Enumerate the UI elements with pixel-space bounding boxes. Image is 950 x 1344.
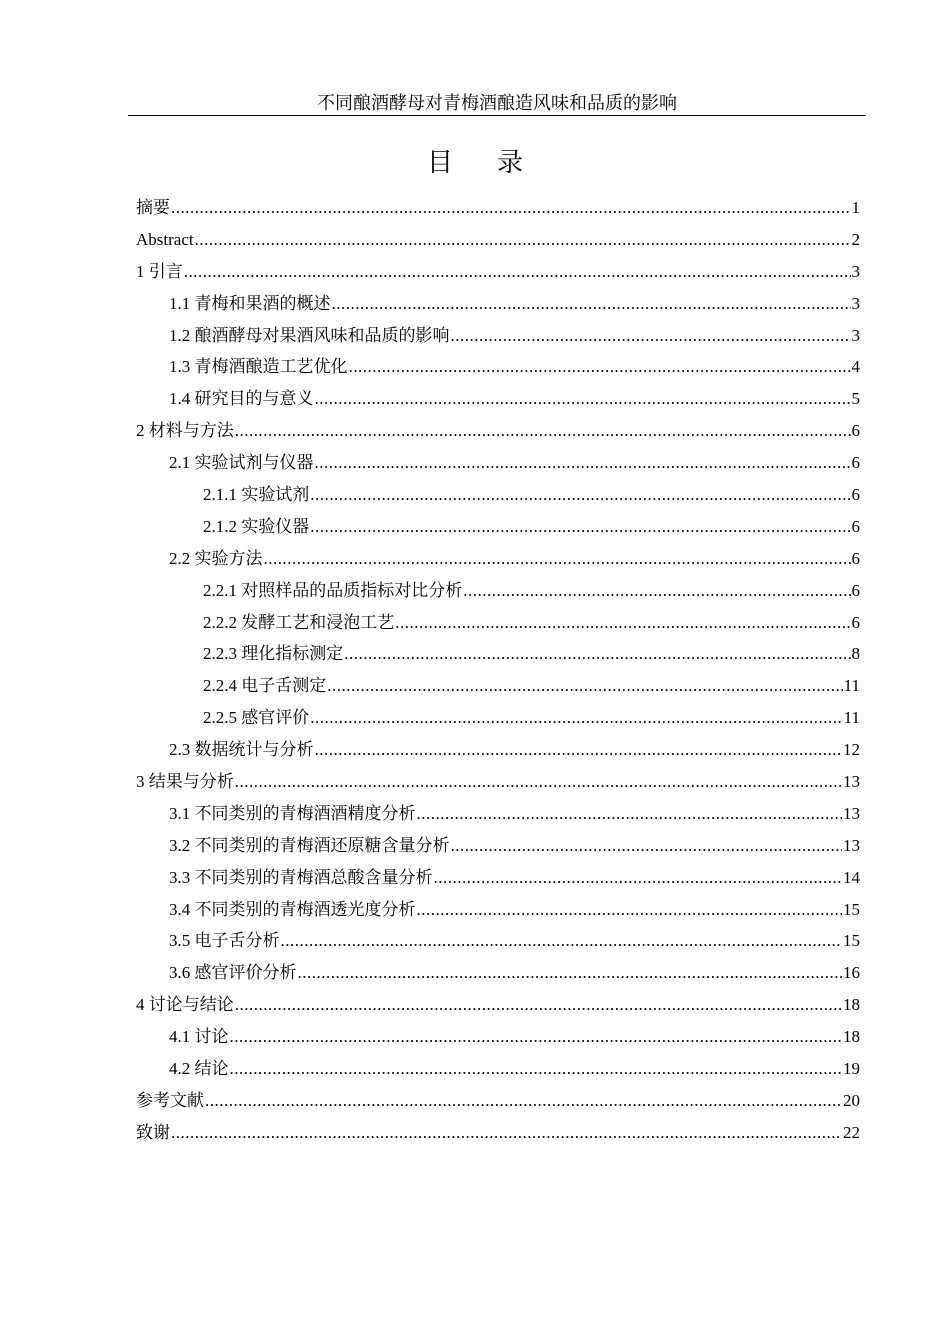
toc-page-number: 15 <box>843 899 860 919</box>
toc-page-number: 3 <box>851 261 860 281</box>
table-of-contents <box>136 192 860 1149</box>
toc-entry[interactable] <box>136 830 860 862</box>
toc-dot-leader <box>235 989 842 1021</box>
toc-page-number: 18 <box>843 995 860 1015</box>
toc-page-number: 2 <box>851 229 860 249</box>
toc-entry[interactable] <box>136 256 860 288</box>
toc-entry-title: 3.6 感官评价分析 <box>169 963 297 983</box>
toc-entry-title: 1.1 青梅和果酒的概述 <box>169 293 331 313</box>
toc-entry-title: 1.2 酿酒酵母对果酒风味和品质的影响 <box>169 325 450 345</box>
toc-entry[interactable] <box>136 989 860 1021</box>
toc-page-number: 1 <box>851 198 860 217</box>
toc-title-char: 目 <box>426 148 453 178</box>
toc-page-number: 8 <box>851 644 860 664</box>
toc-entry[interactable] <box>136 575 860 607</box>
toc-page-number: 11 <box>843 708 860 728</box>
toc-title <box>0 146 950 180</box>
toc-dot-leader <box>451 830 843 862</box>
toc-entry[interactable] <box>136 957 860 989</box>
toc-entry[interactable] <box>136 766 860 798</box>
toc-page-number: 12 <box>843 740 860 760</box>
toc-entry-title: Abstract <box>136 229 194 249</box>
toc-page-number: 14 <box>843 867 860 887</box>
toc-dot-leader <box>264 543 851 575</box>
toc-page-number: 19 <box>843 1059 860 1079</box>
toc-entry[interactable] <box>136 288 860 320</box>
toc-page-number: 6 <box>851 421 860 441</box>
toc-dot-leader <box>171 192 851 224</box>
toc-page-number: 6 <box>851 516 860 536</box>
header-rule <box>128 115 866 116</box>
toc-dot-leader <box>310 702 842 734</box>
toc-page-number: 11 <box>843 676 860 696</box>
toc-page-number: 16 <box>843 963 860 983</box>
toc-page-number: 3 <box>851 293 860 313</box>
toc-page-number: 6 <box>851 612 860 632</box>
toc-entry[interactable] <box>136 1085 860 1117</box>
toc-dot-leader <box>310 511 850 543</box>
toc-dot-leader <box>451 320 851 352</box>
toc-page-number: 4 <box>851 357 860 377</box>
toc-entry-title: 3.3 不同类别的青梅酒总酸含量分析 <box>169 867 433 887</box>
toc-entry[interactable] <box>136 447 860 479</box>
toc-page-number: 13 <box>843 803 860 823</box>
toc-page-number: 13 <box>843 835 860 855</box>
toc-entry[interactable] <box>136 894 860 926</box>
toc-dot-leader <box>417 894 843 926</box>
toc-entry[interactable] <box>136 702 860 734</box>
toc-dot-leader <box>332 288 851 320</box>
toc-entry[interactable] <box>136 1021 860 1053</box>
toc-title-char: 录 <box>497 148 524 178</box>
toc-entry-title: 2.2.1 对照样品的品质指标对比分析 <box>203 580 463 600</box>
toc-dot-leader <box>230 1053 843 1085</box>
toc-entry[interactable] <box>136 862 860 894</box>
toc-entry[interactable] <box>136 320 860 352</box>
toc-entry-title: 2.2.5 感官评价 <box>203 708 310 728</box>
toc-entry-title: 2.1 实验试剂与仪器 <box>169 453 314 473</box>
toc-page-number: 6 <box>851 548 860 568</box>
toc-entry-title: 3.1 不同类别的青梅酒酒精度分析 <box>169 803 416 823</box>
toc-page-number: 6 <box>851 485 860 505</box>
toc-entry-title: 2.2 实验方法 <box>169 548 263 568</box>
toc-entry[interactable] <box>136 670 860 702</box>
toc-dot-leader <box>235 415 851 447</box>
toc-dot-leader <box>327 670 842 702</box>
toc-entry-title: 2.3 数据统计与分析 <box>169 740 314 760</box>
toc-dot-leader <box>315 383 851 415</box>
toc-entry[interactable] <box>136 479 860 511</box>
toc-entry-title: 1.3 青梅酒酿造工艺优化 <box>169 357 348 377</box>
toc-entry[interactable] <box>136 543 860 575</box>
toc-entry-title: 4.1 讨论 <box>169 1027 229 1047</box>
toc-page-number: 13 <box>843 772 860 792</box>
toc-dot-leader <box>395 607 850 639</box>
toc-entry[interactable] <box>136 638 860 670</box>
toc-dot-leader <box>171 1117 842 1149</box>
toc-entry[interactable] <box>136 1117 860 1149</box>
toc-dot-leader <box>235 766 842 798</box>
toc-entry-title: 3 结果与分析 <box>136 772 234 792</box>
toc-entry-title: 3.5 电子舌分析 <box>169 931 280 951</box>
toc-dot-leader <box>315 447 851 479</box>
toc-dot-leader <box>417 798 843 830</box>
toc-dot-leader <box>463 575 850 607</box>
toc-entry-title: 摘要 <box>136 198 170 217</box>
toc-entry[interactable] <box>136 192 860 224</box>
toc-page-number: 5 <box>851 389 860 409</box>
toc-dot-leader <box>298 957 843 989</box>
toc-entry-title: 1.4 研究目的与意义 <box>169 389 314 409</box>
toc-entry-title: 4.2 结论 <box>169 1059 229 1079</box>
toc-page-number: 22 <box>843 1122 860 1142</box>
toc-page-number: 6 <box>851 580 860 600</box>
toc-dot-leader <box>230 1021 843 1053</box>
toc-entry-title: 2.2.2 发酵工艺和浸泡工艺 <box>203 612 395 632</box>
toc-dot-leader <box>349 351 851 383</box>
toc-entry[interactable] <box>136 798 860 830</box>
toc-entry[interactable] <box>136 1053 860 1085</box>
toc-entry-title: 2 材料与方法 <box>136 421 234 441</box>
toc-page-number: 3 <box>851 325 860 345</box>
toc-entry[interactable] <box>136 734 860 766</box>
toc-dot-leader <box>310 479 850 511</box>
toc-entry[interactable] <box>136 925 860 957</box>
toc-dot-leader <box>195 224 851 256</box>
toc-entry-title: 3.2 不同类别的青梅酒还原糖含量分析 <box>169 835 450 855</box>
toc-page-number: 6 <box>851 453 860 473</box>
toc-entry[interactable] <box>136 351 860 383</box>
toc-page-number: 20 <box>843 1090 860 1110</box>
toc-entry-title: 2.2.4 电子舌测定 <box>203 676 327 696</box>
toc-entry-title: 2.2.3 理化指标测定 <box>203 644 344 664</box>
toc-dot-leader <box>205 1085 842 1117</box>
toc-entry-title: 1 引言 <box>136 261 183 281</box>
toc-entry[interactable] <box>136 511 860 543</box>
toc-dot-leader <box>184 256 851 288</box>
toc-page-number: 15 <box>843 931 860 951</box>
toc-entry-title: 致谢 <box>136 1122 170 1142</box>
toc-entry[interactable] <box>136 607 860 639</box>
toc-dot-leader <box>315 734 843 766</box>
toc-dot-leader <box>344 638 850 670</box>
toc-entry-title: 2.1.1 实验试剂 <box>203 485 310 505</box>
toc-page-number: 18 <box>843 1027 860 1047</box>
toc-entry-title: 3.4 不同类别的青梅酒透光度分析 <box>169 899 416 919</box>
toc-dot-leader <box>434 862 843 894</box>
toc-dot-leader <box>281 925 843 957</box>
toc-entry[interactable] <box>136 415 860 447</box>
toc-entry-title: 2.1.2 实验仪器 <box>203 516 310 536</box>
running-header-title: 不同酿酒酵母对青梅酒酿造风味和品质的影响 <box>317 93 677 113</box>
toc-entry[interactable] <box>136 383 860 415</box>
toc-entry-title: 4 讨论与结论 <box>136 995 234 1015</box>
toc-entry[interactable] <box>136 224 860 256</box>
toc-entry-title: 参考文献 <box>136 1090 204 1110</box>
